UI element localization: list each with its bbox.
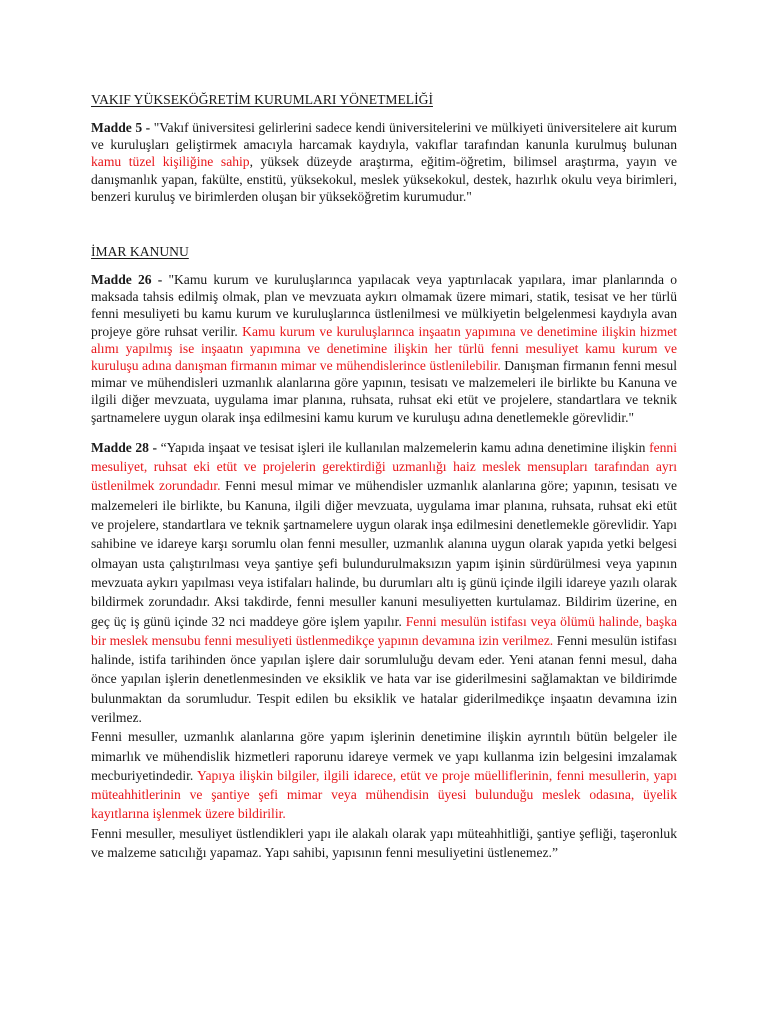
article-28-highlight-1: fenni mesuliyet, ruhsat eki etüt ve projelerin gerektirdiği uzmanlığı haiz meslek mensupları tarafından ayrı üstlenilmek zorundadır. — [91, 439, 677, 494]
document-body — [91, 91, 677, 862]
article-26-label: Madde 26 - — [91, 272, 163, 288]
article-28-paragraph-4 — [91, 824, 677, 863]
article-28-text-1: “Yapıda inşaat ve tesisat işleri ile kullanılan malzemelerin kamu adına denetimine ilişkin — [157, 439, 650, 455]
article-28-highlight-2: Fenni mesulün istifası veya ölümü halinde, başka bir meslek mensubu fenni mesuliyeti üstlenmedikçe yapının devamına izin verilmez. — [91, 613, 677, 648]
article-28-label: Madde 28 - — [91, 439, 158, 455]
article-5-label: Madde 5 - — [91, 120, 151, 135]
section-title-imar: İMAR KANUNU — [91, 244, 189, 260]
article-28-p4-text-1: Fenni mesuller, mesuliyet üstlendikleri yapı ile alakalı olarak yapı müteahhitliği, şantiye şefliği, taşeronluk ve malzeme satıcılığı yapamaz. Yapı sahibi, yapısının fenni mesuliyetini üstlenemez.” — [91, 825, 677, 861]
article-28-p3-text-1: Fenni mesuller, uzmanlık alanlarına göre yapım işlerinin denetimine ilişkin ayrıntılı bütün belgeler ile mimarlık ve mühendislik hizmetleri raporunu idareye vermek ve yapı kullanma izin belgesini imzalamak mecburiyetindedir. — [91, 729, 677, 783]
article-5-text-2: , yüksek düzeyde araştırma, eğitim-öğretim, bilimsel araştırma, yayın ve danışmanlık yapan, fakülte, enstitü, yüksekokul, meslek yüksekokul, destek, hazırlık okulu veya birimleri, benzeri kuruluş ve birimlerden oluşan bir yükseköğretim kurumudur." — [91, 154, 677, 204]
article-5-text-1: "Vakıf üniversitesi gelirlerini sadece kendi üniversitelerini ve mülkiyeti üniversitelere ait kurum ve kuruluşları geliştirmek amacıyla harcamak kaydıyla, vakıflar tarafından kanunla kurulmuş bulunan — [91, 120, 677, 153]
article-5-highlight-1: kamu tüzel kişiliğine sahip — [91, 154, 250, 170]
article-26-text-1: "Kamu kurum ve kuruluşlarınca yapılacak veya yaptırılacak yapılara, imar planlarında o maksada tahsis edilmiş olmak, plan ve mevzuata aykırı olmamak üzere mimari, statik, tesisat ve her türlü fenni mesuliyeti bu kamu kurum ve kuruluşlarınca üstlenilmesi ve mülkiyetin belgelenmesi kaydıyla avan projeye göre ruhsat verilir. — [91, 272, 677, 339]
article-28-paragraph — [91, 438, 677, 727]
article-26-highlight-1: Kamu kurum ve kuruluşlarınca inşaatın yapımına ve denetimine ilişkin hizmet alımı yapılmış ise inşaatın yapımına ve denetimine ilişkin her türlü fenni mesuliyet kamu kurum ve kuruluşu adına danışman firmanın mimar ve mühendislerince üstlenilebilir. — [91, 323, 678, 374]
article-26-text-2: Danışman firmanın fenni mesul mimar ve mühendisleri uzmanlık alanlarına göre yapının, tesisatı ve malzemeleri ile birlikte bu Kanuna ve ilgili diğer mevzuata, uygulama imar planına, ruhsata, ruhsat eki etüt ve projelere, standartlara ve teknik şartnamelere uygun olarak inşa edilmesini kamu kurum ve kuruluşu adına denetlemekle görevlidir." — [91, 358, 677, 425]
article-26-paragraph — [91, 271, 677, 426]
article-28-text-2: Fenni mesul mimar ve mühendisler uzmanlık alanlarına göre; yapının, tesisatı ve malzemeleri ile birlikte, bu Kanuna, ilgili diğer mevzuata, uygulama imar planına, ruhsata, ruhsat eki etüt ve projelere, standartlara ve teknik şartnamelere uygun olarak inşa edilmesini denetlemekle görevlidir. Yapı sahibine ve idareye karşı sorumlu olan fenni mesuller, uzmanlık alanına uygun olarak yapıda yetki belgesi olmayan usta çalıştırılması veya şantiye şefi bulundurulmaksızın yapım işinin sürdürülmesi veya yapının mevzuata aykırı yapılması veya istifaları halinde, bu durumları altı iş günü içinde ilgili idareye yazılı olarak bildirmek zorundadır. Aksi takdirde, fenni mesuller kanuni mesuliyetten kurtulamaz. Bildirim üzerine, en geç üç iş günü içinde 32 nci maddeye göre işlem yapılır. — [91, 478, 677, 629]
article-28-p3-highlight-1: Yapıya ilişkin bilgiler, ilgili idarece, etüt ve proje müelliflerinin, fenni mesullerin, yapı müteahhitlerinin ve şantiye şefi mimar veya mühendisin üyesi bulunduğu meslek odasına, üyelik kayıtlarına işlenmek üzere bildirilir. — [91, 767, 677, 822]
article-5-paragraph — [91, 119, 677, 205]
article-28-text-3: Fenni mesulün istifası halinde, istifa tarihinden önce yapılan işlere dair sorumluluğu devam eder. Yeni atanan fenni mesul, daha önce yapılan işlerin denetlenmesinden ve eksiklik ve hata var ise giderilmesini sağlamaktan ve bildirimde bulunmaktan da sorumludur. Tespit edilen bu eksiklik ve hatalar giderilmedikçe inşaatın devamına izin verilmez. — [91, 632, 677, 725]
section-title-vakif: VAKIF YÜKSEKÖĞRETİM KURUMLARI YÖNETMELİĞİ — [91, 92, 433, 107]
article-28-paragraph-3 — [91, 727, 677, 823]
